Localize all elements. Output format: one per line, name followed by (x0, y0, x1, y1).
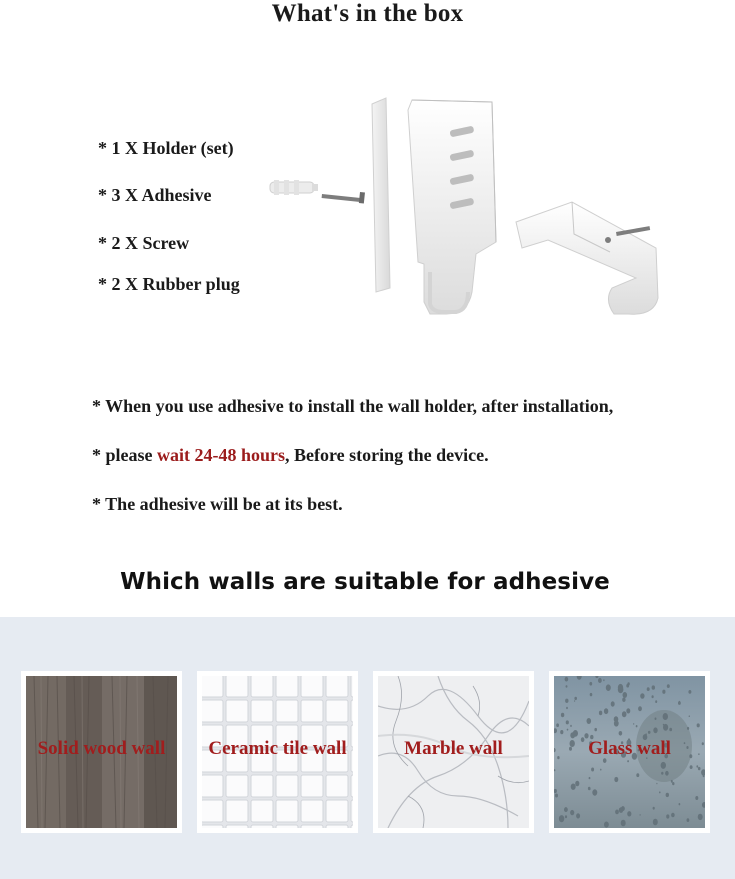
box-item-adhesive: * 3 X Adhesive (98, 185, 212, 205)
product-illustration (260, 92, 680, 332)
wall-label-ceramic-tile: Ceramic tile wall (208, 738, 347, 759)
rain-glass-texture-icon (554, 676, 705, 828)
adhesive-plate-icon (372, 98, 390, 292)
note-line-2-highlight: wait 24-48 hours (157, 445, 286, 465)
wall-label-marble: Marble wall (404, 738, 503, 759)
note-line-2-prefix: * please (92, 445, 157, 465)
wall-card-marble (373, 671, 534, 833)
wall-card-glass (549, 671, 710, 833)
screw-icon (322, 192, 365, 203)
wall-card-solid-wood (21, 671, 182, 833)
note-line-3: * The adhesive will be at its best. (92, 494, 343, 514)
note-line-2 (92, 445, 489, 466)
walls-heading: Which walls are suitable for adhesive (120, 569, 610, 595)
wall-label-glass: Glass wall (588, 738, 671, 759)
wall-card-ceramic-tile (197, 671, 358, 833)
tile-texture-icon (202, 676, 353, 828)
note-line-1: * When you use adhesive to install the wall holder, after installation, (92, 396, 614, 416)
wall-holder-side-icon (516, 202, 658, 314)
wall-holder-icon (408, 100, 496, 314)
box-item-rubber-plug: * 2 X Rubber plug (98, 274, 240, 294)
note-line-2-suffix: , Before storing the device. (285, 445, 489, 465)
box-item-screw: * 2 X Screw (98, 233, 190, 253)
wood-texture-icon (26, 676, 177, 828)
section-title-whats-in-the-box: What's in the box (271, 0, 464, 27)
rubber-plug-icon (270, 180, 318, 195)
box-item-holder: * 1 X Holder (set) (98, 138, 234, 158)
wall-label-solid-wood: Solid wood wall (37, 738, 166, 759)
marble-texture-icon (378, 676, 529, 828)
